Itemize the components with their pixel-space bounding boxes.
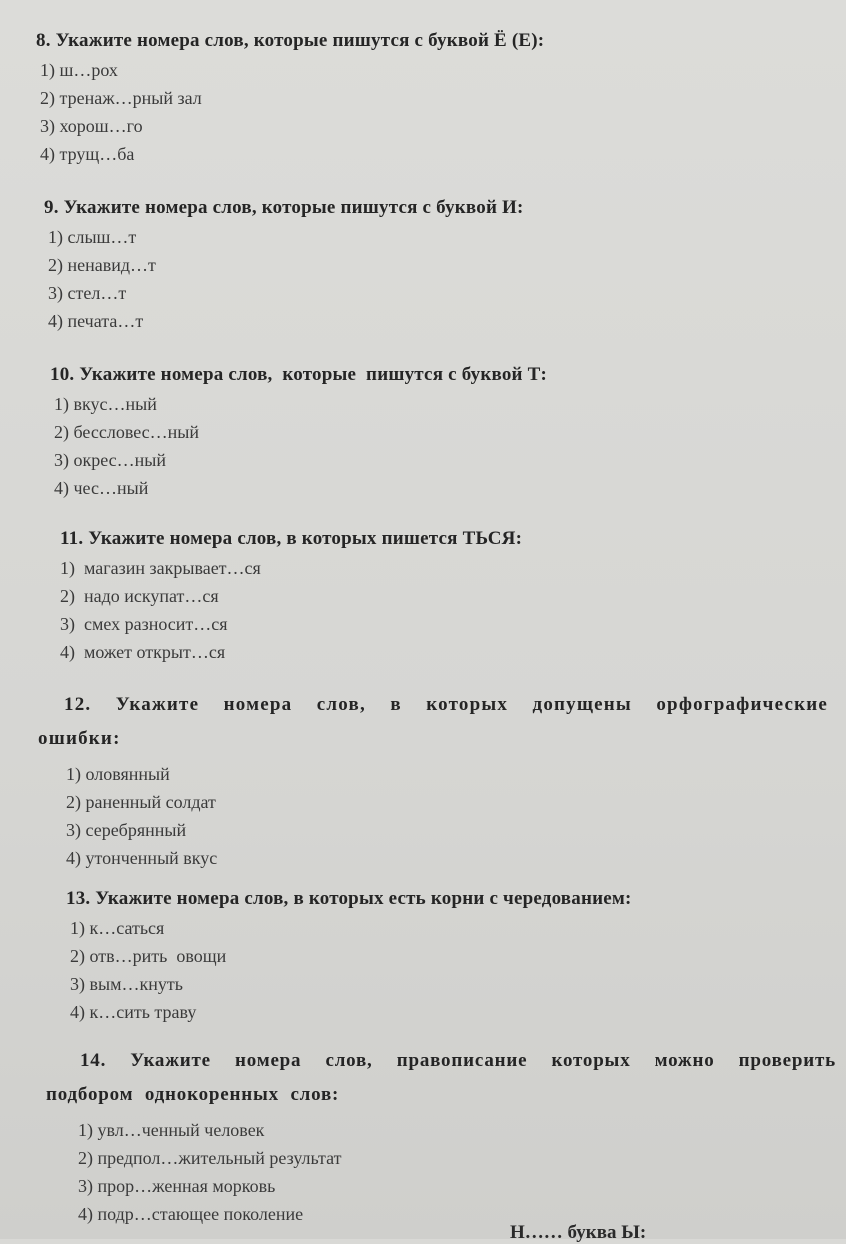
option-list (60, 554, 522, 666)
question-10 (50, 364, 547, 502)
option-item: 4) подр…стающее поколение (78, 1204, 304, 1224)
option-item: 3) смех разносит…ся (60, 614, 228, 634)
option-item: 2) отв…рить овощи (70, 946, 227, 966)
option-item: 3) стел…т (48, 283, 127, 303)
option-item: 3) вым…кнуть (70, 974, 183, 994)
option-item: 2) ненавид…т (48, 255, 156, 275)
question-title: 12. Укажите номера слов, в которых допущены орфографические ошибки: (38, 694, 828, 749)
option-list (50, 390, 547, 502)
option-item: 4) к…сить траву (70, 1002, 197, 1022)
question-8 (36, 30, 544, 168)
question-title: 13. Укажите номера слов, в которых есть корни с чередованием: (66, 888, 632, 909)
question-title: 14. Укажите номера слов, правописание которых можно проверить подбором однокоренных слов: (46, 1050, 836, 1105)
option-list (46, 1116, 836, 1228)
option-item: 2) надо искупат…ся (60, 586, 219, 606)
option-item: 3) окрес…ный (54, 450, 167, 470)
option-item: 1) слыш…т (48, 227, 137, 247)
option-item: 1) к…саться (70, 918, 165, 938)
option-item: 1) увл…ченный человек (78, 1120, 265, 1140)
option-item: 3) прор…женная морковь (78, 1176, 276, 1196)
option-item: 4) может открыт…ся (60, 642, 226, 662)
option-item: 3) серебрянный (66, 820, 187, 840)
question-13 (66, 888, 632, 1026)
option-item: 4) трущ…ба (40, 144, 135, 164)
question-title: 9. Укажите номера слов, которые пишутся с буквой И: (44, 197, 524, 218)
option-item: 4) печата…т (48, 311, 144, 331)
option-item: 1) вкус…ный (54, 394, 157, 414)
question-title: 11. Укажите номера слов, в которых пишется ТЬСЯ: (60, 528, 523, 549)
question-11 (60, 528, 522, 666)
option-item: 4) чес…ный (54, 478, 149, 498)
option-list (66, 914, 632, 1026)
question-title: 8. Укажите номера слов, которые пишутся с буквой Ё (Е): (36, 30, 545, 51)
question-14 (46, 1044, 836, 1228)
option-list (36, 56, 544, 168)
option-list (44, 223, 524, 335)
option-item: 2) бессловес…ный (54, 422, 199, 442)
cut-off-question-text: Н…… буква Ы: (510, 1222, 647, 1243)
question-9 (44, 197, 524, 335)
question-12 (38, 688, 828, 872)
option-item: 2) предпол…жительный результат (78, 1148, 342, 1168)
option-item: 1) магазин закрывает…ся (60, 558, 261, 578)
option-list (38, 760, 828, 872)
option-item: 1) оловянный (66, 764, 170, 784)
option-item: 2) тренаж…рный зал (40, 88, 202, 108)
option-item: 3) хорош…го (40, 116, 143, 136)
option-item: 4) утонченный вкус (66, 848, 218, 868)
option-item: 1) ш…рох (40, 60, 118, 80)
question-title: 10. Укажите номера слов, которые пишутся с буквой Т: (50, 364, 548, 385)
option-item: 2) раненный солдат (66, 792, 216, 812)
